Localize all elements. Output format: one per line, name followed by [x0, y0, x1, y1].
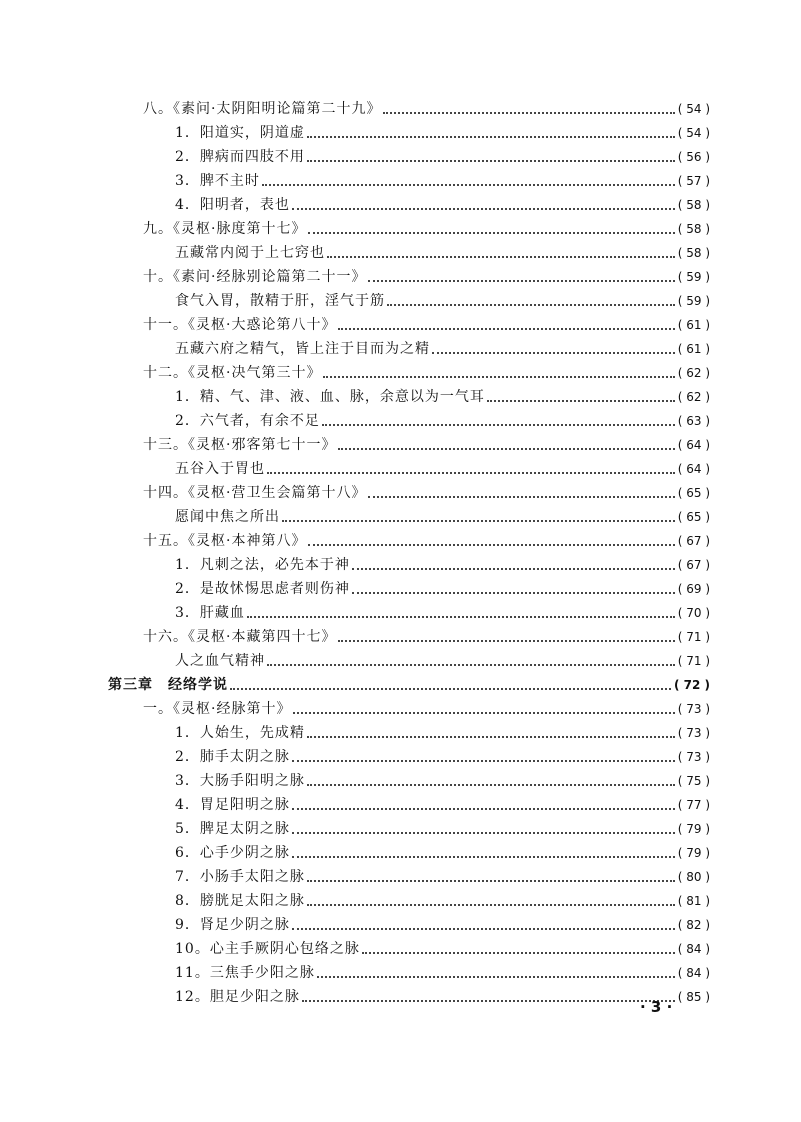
- page-ref: 69: [686, 582, 702, 596]
- toc-entry: [143, 480, 710, 502]
- page-ref: 81: [686, 894, 702, 908]
- dot-leader: [307, 904, 675, 906]
- toc-entry-title: 十。《素问·经脉别论篇第二十一》: [143, 269, 367, 285]
- toc-entry: [175, 960, 710, 982]
- toc-entry: [175, 456, 710, 478]
- dot-leader: [383, 112, 674, 114]
- toc-entry-title: 1．人始生，先成精: [175, 725, 305, 741]
- dot-leader: [293, 712, 674, 714]
- toc-entry-page: ( 67 ): [677, 534, 710, 548]
- toc-entry: [175, 648, 710, 670]
- toc-entry-page: ( 61 ): [677, 342, 710, 356]
- page-ref: 75: [686, 774, 702, 788]
- toc-entry: [175, 168, 710, 190]
- dot-leader: [307, 880, 675, 882]
- toc-entry: [143, 528, 710, 550]
- dot-leader: [262, 184, 675, 186]
- toc-entry: [175, 576, 710, 598]
- page-ref: 57: [686, 174, 702, 188]
- dot-leader: [487, 400, 675, 402]
- dot-leader: [327, 256, 675, 258]
- toc-entry-title: 10。心主手厥阴心包络之脉: [175, 941, 360, 957]
- page-ref: 84: [686, 966, 702, 980]
- toc-entry: [175, 720, 710, 742]
- toc-entry-title: 3．脾不主时: [175, 173, 260, 189]
- dot-leader: [307, 136, 675, 138]
- page-number: · 3 ·: [640, 998, 673, 1016]
- toc-entry: [175, 936, 710, 958]
- dot-leader: [368, 496, 674, 498]
- toc-entry-page: ( 80 ): [677, 870, 710, 884]
- toc-entry-page: ( 56 ): [677, 150, 710, 164]
- toc-entry-title: 1．阳道实，阴道虚: [175, 125, 305, 141]
- toc-entry-title: 4．阳明者，表也: [175, 197, 290, 213]
- toc-entry-page: ( 70 ): [677, 606, 710, 620]
- dot-leader: [307, 160, 675, 162]
- toc-entry-page: ( 58 ): [677, 246, 710, 260]
- page-ref: 73: [686, 702, 702, 716]
- page-ref: 82: [686, 918, 702, 932]
- toc-entry-title: 食气入胃，散精于肝，淫气于筋: [175, 293, 385, 309]
- toc-entry-title: 五藏常内阅于上七窍也: [175, 245, 325, 261]
- toc-entry-title: 十六。《灵枢·本藏第四十七》: [143, 629, 337, 645]
- toc-entry-page: ( 73 ): [677, 702, 710, 716]
- page-ref: 70: [686, 606, 702, 620]
- toc-entry-title: 九。《灵枢·脉度第十七》: [143, 221, 307, 237]
- page-ref: 72: [683, 678, 701, 692]
- dot-leader: [368, 280, 674, 282]
- toc-entry: [175, 192, 710, 214]
- page-ref: 58: [686, 246, 702, 260]
- page-ref: 71: [686, 630, 702, 644]
- toc-entry-title: 人之血气精神: [175, 653, 265, 669]
- page-ref: 54: [686, 126, 702, 140]
- page-ref: 62: [686, 390, 702, 404]
- toc-entry: [175, 600, 710, 622]
- dot-leader: [352, 592, 675, 594]
- toc-entry: [143, 696, 710, 718]
- dot-leader: [338, 448, 674, 450]
- toc-entry-page: ( 59 ): [677, 294, 710, 308]
- page-ref: 63: [686, 414, 702, 428]
- toc-entry: [143, 216, 710, 238]
- toc-chapter: [108, 672, 710, 694]
- toc-entry: [175, 336, 710, 358]
- dot-leader: [338, 640, 674, 642]
- page-ref: 77: [686, 798, 702, 812]
- dot-leader: [432, 352, 675, 354]
- toc-entry-page: ( 62 ): [677, 366, 710, 380]
- toc-entry-title: 1．精、气、津、液、血、脉，余意以为一气耳: [175, 389, 485, 405]
- dot-leader: [282, 520, 675, 522]
- toc-entry-page: ( 65 ): [677, 510, 710, 524]
- toc-entry-page: ( 79 ): [677, 846, 710, 860]
- toc-entry-title: 8．膀胱足太阳之脉: [175, 893, 305, 909]
- toc-entry-title: 愿闻中焦之所出: [175, 509, 280, 525]
- toc-entry-title: 12。胆足少阳之脉: [175, 989, 300, 1005]
- dot-leader: [323, 376, 674, 378]
- toc-entry-title: 一。《灵枢·经脉第十》: [143, 701, 292, 717]
- dot-leader: [292, 208, 675, 210]
- toc-entry-title: 十一。《灵枢·大惑论第八十》: [143, 317, 337, 333]
- toc-entry-title: 十四。《灵枢·营卫生会篇第十八》: [143, 485, 367, 501]
- dot-leader: [317, 976, 675, 978]
- toc-entry-title: 十五。《灵枢·本神第八》: [143, 533, 307, 549]
- page-ref: 80: [686, 870, 702, 884]
- dot-leader: [292, 856, 675, 858]
- toc-entry-page: ( 65 ): [677, 486, 710, 500]
- toc-entry-page: ( 58 ): [677, 198, 710, 212]
- toc-entry: [175, 240, 710, 262]
- toc-entry-title: 7．小肠手太阳之脉: [175, 869, 305, 885]
- dot-leader: [308, 544, 674, 546]
- dot-leader: [307, 736, 675, 738]
- dot-leader: [292, 928, 675, 930]
- page-ref: 59: [686, 270, 702, 284]
- toc-entry: [175, 120, 710, 142]
- dot-leader: [307, 784, 675, 786]
- toc-entry-page: ( 84 ): [677, 942, 710, 956]
- toc-entry-title: 6．心手少阴之脉: [175, 845, 290, 861]
- dot-leader: [322, 424, 675, 426]
- toc-entry-page: ( 64 ): [677, 438, 710, 452]
- dot-leader: [338, 328, 674, 330]
- toc-entry-page: ( 81 ): [677, 894, 710, 908]
- page-ref: 61: [686, 342, 702, 356]
- dot-leader: [387, 304, 675, 306]
- page-ref: 61: [686, 318, 702, 332]
- toc-entry: [143, 432, 710, 454]
- toc-entry-page: ( 73 ): [677, 726, 710, 740]
- toc-entry: [175, 384, 710, 406]
- dot-leader: [230, 688, 671, 690]
- page-ref: 56: [686, 150, 702, 164]
- toc-entry-page: ( 71 ): [677, 654, 710, 668]
- dot-leader: [267, 664, 675, 666]
- dot-leader: [292, 808, 675, 810]
- page-ref: 65: [686, 486, 702, 500]
- toc-entry-title: 2．肺手太阴之脉: [175, 749, 290, 765]
- page-ref: 79: [686, 822, 702, 836]
- dot-leader: [302, 1000, 675, 1002]
- page-ref: 84: [686, 942, 702, 956]
- toc-entry-title: 五藏六府之精气，皆上注于目而为之精: [175, 341, 430, 357]
- toc-entry: [175, 504, 710, 526]
- toc-entry-title: 第三章 经络学说: [108, 677, 228, 693]
- toc-entry-title: 五谷入于胃也: [175, 461, 265, 477]
- toc-entry-page: ( 54 ): [677, 102, 710, 116]
- dot-leader: [267, 472, 675, 474]
- dot-leader: [352, 568, 675, 570]
- page-ref: 58: [686, 222, 702, 236]
- toc-entry: [175, 984, 710, 1006]
- page-ref: 73: [686, 726, 702, 740]
- toc-entry: [143, 624, 710, 646]
- toc-entry-page: ( 54 ): [677, 126, 710, 140]
- toc-entry: [143, 96, 710, 118]
- toc-entry: [175, 840, 710, 862]
- toc-entry-title: 2．脾病而四肢不用: [175, 149, 305, 165]
- toc-entry-page: ( 71 ): [677, 630, 710, 644]
- toc-entry-title: 2．是故怵惕思虑者则伤神: [175, 581, 350, 597]
- page-ref: 67: [686, 558, 702, 572]
- toc-entry-title: 十二。《灵枢·决气第三十》: [143, 365, 322, 381]
- toc-entry-page: ( 84 ): [677, 966, 710, 980]
- toc-entry: [175, 816, 710, 838]
- toc-entry-title: 1．凡刺之法，必先本于神: [175, 557, 350, 573]
- toc-entry: [175, 864, 710, 886]
- toc-entry-page: ( 72 ): [673, 678, 710, 692]
- toc-entry-title: 3．肝藏血: [175, 605, 245, 621]
- page-ref: 73: [686, 750, 702, 764]
- toc-entry-page: ( 62 ): [677, 390, 710, 404]
- toc-entry-title: 2．六气者，有余不足: [175, 413, 320, 429]
- toc-entry-page: ( 79 ): [677, 822, 710, 836]
- dot-leader: [362, 952, 675, 954]
- toc-entry: [175, 288, 710, 310]
- toc-entry-page: ( 73 ): [677, 750, 710, 764]
- toc-entry-page: ( 64 ): [677, 462, 710, 476]
- toc-entry: [175, 408, 710, 430]
- toc-entry-page: ( 69 ): [677, 582, 710, 596]
- dot-leader: [292, 832, 675, 834]
- toc-entry: [143, 264, 710, 286]
- dot-leader: [308, 232, 674, 234]
- toc-entry-title: 5．脾足太阴之脉: [175, 821, 290, 837]
- toc-entry: [143, 360, 710, 382]
- page-ref: 64: [686, 462, 702, 476]
- page-ref: 54: [686, 102, 702, 116]
- page-ref: 64: [686, 438, 702, 452]
- toc-entry-page: ( 63 ): [677, 414, 710, 428]
- toc-entry-title: 八。《素问·太阴阳明论篇第二十九》: [143, 101, 382, 117]
- dot-leader: [292, 760, 675, 762]
- toc-entry-page: ( 75 ): [677, 774, 710, 788]
- page-ref: 85: [686, 990, 702, 1004]
- dot-leader: [247, 616, 675, 618]
- toc-entry-title: 9．肾足少阴之脉: [175, 917, 290, 933]
- page-ref: 67: [686, 534, 702, 548]
- page-ref: 79: [686, 846, 702, 860]
- toc-entry-page: ( 59 ): [677, 270, 710, 284]
- toc-entry-page: ( 82 ): [677, 918, 710, 932]
- toc-entry-page: ( 77 ): [677, 798, 710, 812]
- page-ref: 62: [686, 366, 702, 380]
- toc-entry-page: ( 67 ): [677, 558, 710, 572]
- toc-entry: [175, 912, 710, 934]
- toc-entry: [175, 552, 710, 574]
- page-ref: 59: [686, 294, 702, 308]
- toc-entry: [175, 792, 710, 814]
- page-ref: 71: [686, 654, 702, 668]
- toc-entry: [175, 144, 710, 166]
- toc-entry-title: 11。三焦手少阳之脉: [175, 965, 315, 981]
- page-ref: 65: [686, 510, 702, 524]
- toc-entry: [175, 768, 710, 790]
- toc-entry-title: 3．大肠手阳明之脉: [175, 773, 305, 789]
- toc-entry-page: ( 85 ): [677, 990, 710, 1004]
- toc-entry-page: ( 57 ): [677, 174, 710, 188]
- toc-entry-page: ( 58 ): [677, 222, 710, 236]
- toc-entry: [175, 744, 710, 766]
- toc-entry-title: 4．胃足阳明之脉: [175, 797, 290, 813]
- toc-entry: [175, 888, 710, 910]
- toc-entry-title: 十三。《灵枢·邪客第七十一》: [143, 437, 337, 453]
- page-ref: 58: [686, 198, 702, 212]
- toc-entry-page: ( 61 ): [677, 318, 710, 332]
- toc-entry: [143, 312, 710, 334]
